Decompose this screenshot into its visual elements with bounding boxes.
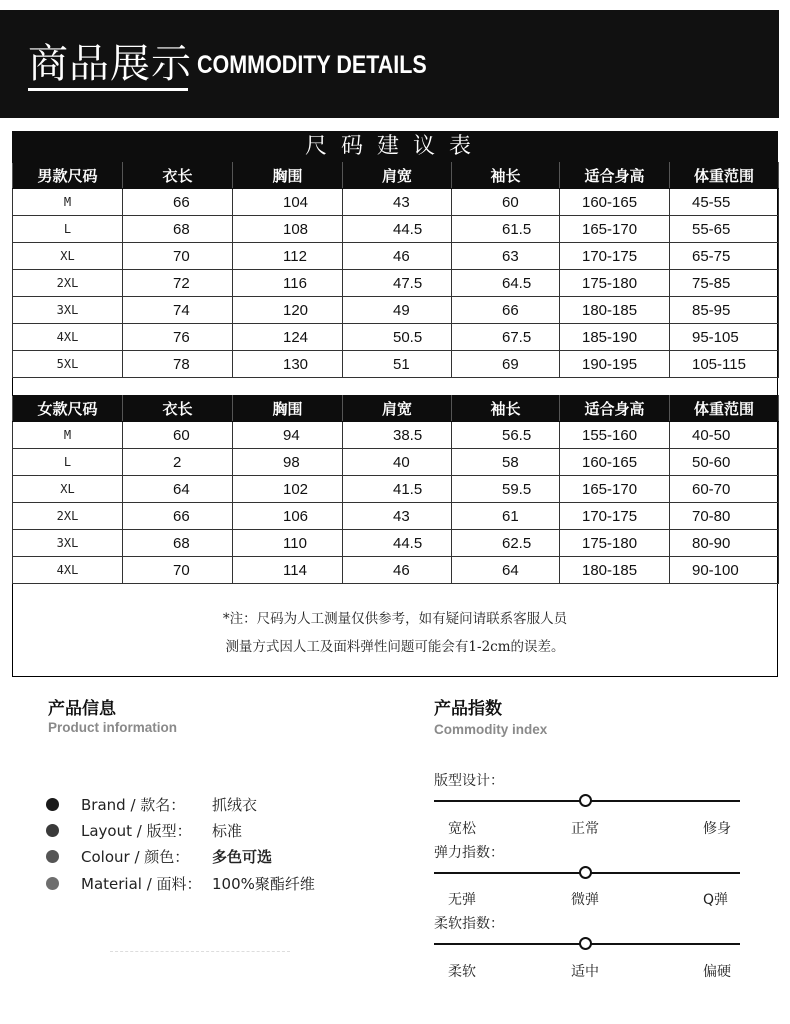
- women-cell-height: 175-180: [560, 530, 670, 557]
- women-cell-shoulder: 41.5: [343, 476, 452, 503]
- index-knob-elasticity: [579, 866, 592, 879]
- product-info-subtitle: Product information: [48, 720, 177, 735]
- women-cell-size: 2XL: [13, 503, 123, 530]
- table-row: [13, 270, 779, 297]
- index-option: 适中: [571, 964, 599, 980]
- women-header-shoulder: 肩宽: [343, 396, 452, 422]
- info-value: 抓绒衣: [212, 795, 258, 814]
- women-cell-size: 3XL: [13, 530, 123, 557]
- table-row: [13, 503, 779, 530]
- women-cell-sleeve: 56.5: [452, 422, 560, 449]
- women-cell-weight: 40-50: [670, 422, 779, 449]
- commodity-index-title: 产品指数: [434, 699, 502, 719]
- men-cell-chest: 116: [233, 270, 343, 297]
- women-cell-size: M: [13, 422, 123, 449]
- women-header-weight: 体重范围: [670, 396, 779, 422]
- men-cell-chest: 120: [233, 297, 343, 324]
- index-label-fit: 版型设计：: [434, 773, 504, 789]
- men-header-shoulder: 肩宽: [343, 163, 452, 189]
- info-row-colour: [46, 845, 273, 867]
- women-cell-sleeve: 58: [452, 449, 560, 476]
- men-cell-length: 74: [123, 297, 233, 324]
- women-cell-weight: 70-80: [670, 503, 779, 530]
- women-header-row: [13, 396, 779, 422]
- men-cell-sleeve: 64.5: [452, 270, 560, 297]
- index-option: 偏硬: [703, 964, 731, 980]
- men-cell-length: 72: [123, 270, 233, 297]
- women-cell-sleeve: 61: [452, 503, 560, 530]
- men-cell-chest: 124: [233, 324, 343, 351]
- women-cell-chest: 98: [233, 449, 343, 476]
- women-size-table: [12, 395, 779, 584]
- men-cell-height: 160-165: [560, 189, 670, 216]
- size-note-line-1: *注：尺码为人工测量仅供参考，如有疑问请联系客服人员: [222, 611, 568, 627]
- women-cell-height: 165-170: [560, 476, 670, 503]
- info-row-material: [46, 872, 315, 894]
- men-cell-chest: 104: [233, 189, 343, 216]
- men-cell-sleeve: 61.5: [452, 216, 560, 243]
- women-cell-shoulder: 46: [343, 557, 452, 584]
- men-cell-chest: 112: [233, 243, 343, 270]
- men-cell-chest: 130: [233, 351, 343, 378]
- table-row: [13, 557, 779, 584]
- men-cell-sleeve: 69: [452, 351, 560, 378]
- men-cell-weight: 45-55: [670, 189, 779, 216]
- table-row: [13, 422, 779, 449]
- men-cell-length: 66: [123, 189, 233, 216]
- index-option: 微弹: [571, 892, 599, 908]
- men-header-sleeve: 袖长: [452, 163, 560, 189]
- page-subtitle: COMMODITY DETAILS: [197, 51, 427, 79]
- men-cell-shoulder: 50.5: [343, 324, 452, 351]
- men-cell-weight: 95-105: [670, 324, 779, 351]
- men-cell-shoulder: 43: [343, 189, 452, 216]
- women-header-chest: 胸围: [233, 396, 343, 422]
- men-header-height: 适合身高: [560, 163, 670, 189]
- women-cell-weight: 60-70: [670, 476, 779, 503]
- index-option: 宽松: [448, 821, 476, 837]
- women-cell-chest: 94: [233, 422, 343, 449]
- info-value: 多色可选: [212, 847, 273, 866]
- title-underline: [28, 88, 188, 91]
- women-cell-height: 180-185: [560, 557, 670, 584]
- women-header-length: 衣长: [123, 396, 233, 422]
- table-row: [13, 189, 779, 216]
- men-cell-length: 70: [123, 243, 233, 270]
- men-cell-size: 2XL: [13, 270, 123, 297]
- index-knob-fit: [579, 794, 592, 807]
- size-note-line-2: 测量方式因人工及面料弹性问题可能会有1-2cm的误差。: [225, 639, 565, 655]
- page-title: 商品展示: [28, 41, 192, 87]
- women-header-sleeve: 袖长: [452, 396, 560, 422]
- table-row: [13, 324, 779, 351]
- women-cell-length: 60: [123, 422, 233, 449]
- info-label: Brand / 款名：: [81, 795, 186, 814]
- women-cell-weight: 90-100: [670, 557, 779, 584]
- info-label: Material / 面料：: [81, 874, 202, 893]
- table-row: [13, 530, 779, 557]
- index-option: 正常: [571, 821, 599, 837]
- men-cell-length: 68: [123, 216, 233, 243]
- index-knob-softness: [579, 937, 592, 950]
- women-cell-height: 160-165: [560, 449, 670, 476]
- index-label-softness: 柔软指数：: [434, 916, 504, 932]
- info-row-layout: [46, 819, 243, 841]
- commodity-index-subtitle: Commodity index: [434, 722, 548, 737]
- women-cell-size: XL: [13, 476, 123, 503]
- men-cell-shoulder: 47.5: [343, 270, 452, 297]
- info-value: 100%聚酯纤维: [212, 874, 315, 893]
- men-cell-size: M: [13, 189, 123, 216]
- men-cell-length: 76: [123, 324, 233, 351]
- index-option: 修身: [703, 821, 731, 837]
- men-cell-height: 185-190: [560, 324, 670, 351]
- women-cell-size: L: [13, 449, 123, 476]
- info-label: Colour / 颜色：: [81, 847, 190, 866]
- women-cell-height: 170-175: [560, 503, 670, 530]
- women-cell-shoulder: 44.5: [343, 530, 452, 557]
- product-info-title: 产品信息: [48, 699, 116, 719]
- men-cell-shoulder: 51: [343, 351, 452, 378]
- men-cell-size: 5XL: [13, 351, 123, 378]
- women-cell-sleeve: 64: [452, 557, 560, 584]
- women-cell-chest: 110: [233, 530, 343, 557]
- men-cell-sleeve: 67.5: [452, 324, 560, 351]
- women-cell-length: 70: [123, 557, 233, 584]
- women-cell-length: 66: [123, 503, 233, 530]
- divider: [110, 951, 290, 953]
- info-row-brand: [46, 793, 258, 815]
- info-label: Layout / 版型：: [81, 821, 192, 840]
- size-chart-title: 尺码建议表: [12, 131, 778, 162]
- table-row: [13, 351, 779, 378]
- men-cell-height: 190-195: [560, 351, 670, 378]
- women-cell-shoulder: 38.5: [343, 422, 452, 449]
- index-label-elasticity: 弹力指数：: [434, 845, 504, 861]
- men-cell-shoulder: 49: [343, 297, 452, 324]
- men-cell-weight: 55-65: [670, 216, 779, 243]
- bullet-icon: [46, 824, 59, 837]
- table-row: [13, 243, 779, 270]
- men-cell-weight: 85-95: [670, 297, 779, 324]
- bullet-icon: [46, 877, 59, 890]
- table-row: [13, 216, 779, 243]
- men-cell-size: 3XL: [13, 297, 123, 324]
- women-cell-chest: 106: [233, 503, 343, 530]
- women-cell-weight: 50-60: [670, 449, 779, 476]
- men-cell-weight: 75-85: [670, 270, 779, 297]
- index-option: 柔软: [448, 964, 476, 980]
- men-cell-sleeve: 60: [452, 189, 560, 216]
- men-cell-height: 165-170: [560, 216, 670, 243]
- women-cell-shoulder: 43: [343, 503, 452, 530]
- size-note: [12, 605, 778, 661]
- women-cell-sleeve: 62.5: [452, 530, 560, 557]
- table-row: [13, 476, 779, 503]
- index-option: 无弹: [448, 892, 476, 908]
- women-cell-length: 64: [123, 476, 233, 503]
- men-cell-height: 170-175: [560, 243, 670, 270]
- table-row: [13, 297, 779, 324]
- bullet-icon: [46, 798, 59, 811]
- men-size-table: [12, 162, 779, 378]
- men-cell-weight: 105-115: [670, 351, 779, 378]
- bullet-icon: [46, 850, 59, 863]
- women-cell-shoulder: 40: [343, 449, 452, 476]
- men-cell-sleeve: 66: [452, 297, 560, 324]
- men-cell-size: XL: [13, 243, 123, 270]
- men-header-size: 男款尺码: [13, 163, 123, 189]
- men-cell-height: 175-180: [560, 270, 670, 297]
- women-cell-weight: 80-90: [670, 530, 779, 557]
- women-cell-height: 155-160: [560, 422, 670, 449]
- women-cell-size: 4XL: [13, 557, 123, 584]
- women-header-height: 适合身高: [560, 396, 670, 422]
- men-cell-length: 78: [123, 351, 233, 378]
- men-header-length: 衣长: [123, 163, 233, 189]
- women-header-size: 女款尺码: [13, 396, 123, 422]
- men-cell-size: L: [13, 216, 123, 243]
- index-option: Q弹: [703, 892, 729, 908]
- men-header-weight: 体重范围: [670, 163, 779, 189]
- women-cell-chest: 114: [233, 557, 343, 584]
- men-cell-shoulder: 46: [343, 243, 452, 270]
- men-cell-chest: 108: [233, 216, 343, 243]
- header-banner: [0, 10, 779, 118]
- women-cell-chest: 102: [233, 476, 343, 503]
- men-header-chest: 胸围: [233, 163, 343, 189]
- men-header-row: [13, 163, 779, 189]
- men-cell-size: 4XL: [13, 324, 123, 351]
- men-cell-height: 180-185: [560, 297, 670, 324]
- men-cell-shoulder: 44.5: [343, 216, 452, 243]
- men-cell-sleeve: 63: [452, 243, 560, 270]
- women-cell-length: 68: [123, 530, 233, 557]
- table-row: [13, 449, 779, 476]
- men-cell-weight: 65-75: [670, 243, 779, 270]
- info-value: 标准: [212, 821, 243, 840]
- women-cell-sleeve: 59.5: [452, 476, 560, 503]
- women-cell-length: 2: [123, 449, 233, 476]
